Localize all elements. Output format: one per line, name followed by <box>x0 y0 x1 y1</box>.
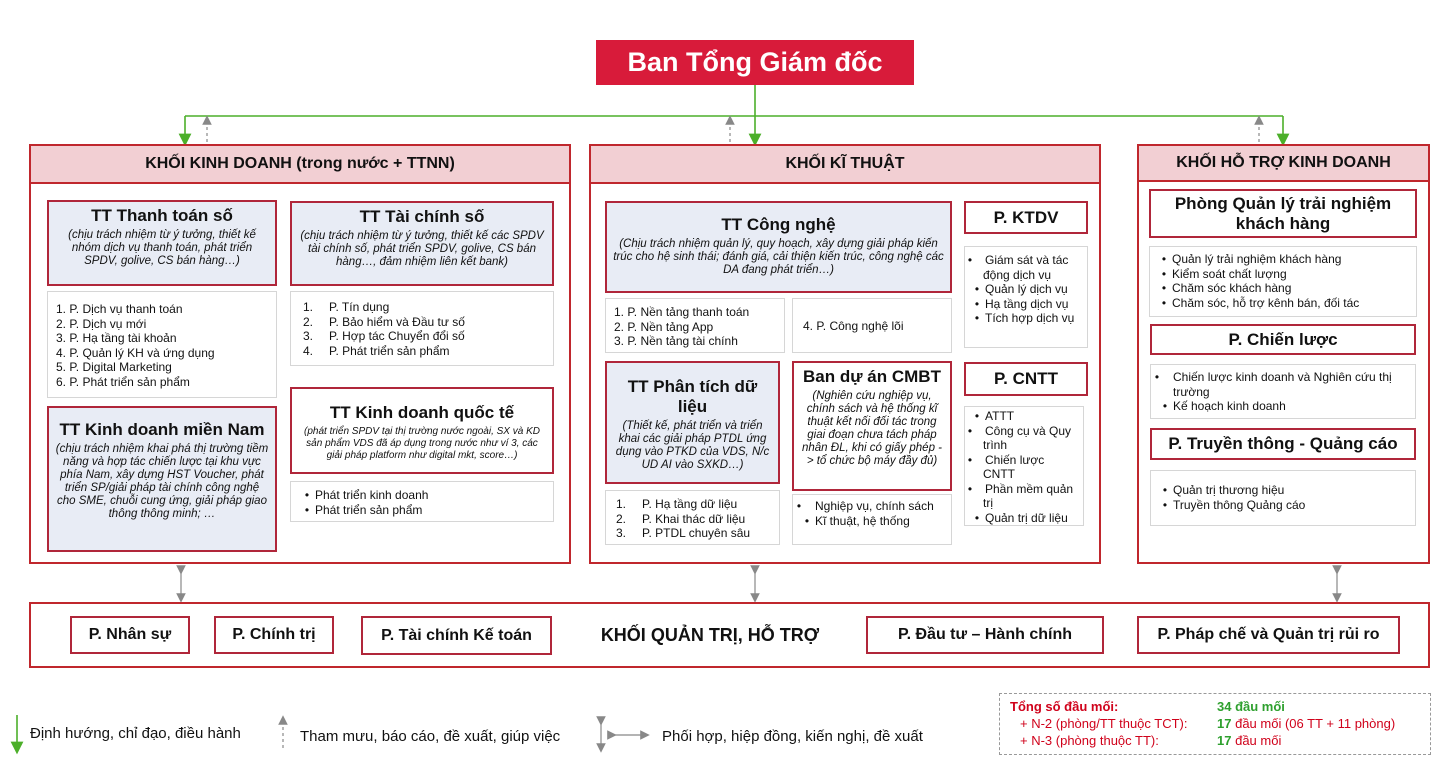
list-item: 2. P. Bảo hiểm và Đầu tư số <box>303 314 465 329</box>
comm-list <box>1150 470 1416 526</box>
summary-n2-label: + N-2 (phòng/TT thuộc TCT): <box>1020 716 1188 731</box>
admin-unit-legal: P. Pháp chế và Quản trị rủi ro <box>1137 616 1400 654</box>
admin-unit-finance: P. Tài chính Kế toán <box>361 616 552 655</box>
list-item: 1. P. Hạ tầng dữ liệu <box>616 497 738 511</box>
comm-title: P. Truyền thông - Quảng cáo <box>1150 428 1416 460</box>
tt-payment-unit <box>47 200 277 286</box>
tt-tech-desc: (Chịu trách nhiệm quản lý, quy hoạch, xây dựng giải pháp kiến trúc cho hệ sinh thái; đánh giá, cải thiện kiến trúc, công nghệ các DA đang phát triển…) <box>613 238 944 276</box>
tt-south-desc: (chịu trách nhiệm khai phá thị trường tiềm năng và hợp tác chiến lược tại khu vực phía Nam, xây dựng HST Voucher, phát triển SP/giải pháp tài chính công nghệ cho SME, chuỗi cung ứng, giải pháp giao thông thông minh; … <box>55 443 269 520</box>
legend-advise: Tham mưu, báo cáo, đề xuất, giúp việc <box>300 728 561 745</box>
tt-intl-unit <box>290 387 554 474</box>
list-item: 4. P. Quản lý KH và ứng dụng <box>56 345 215 360</box>
list-item: • Giám sát và tác động dịch vụ <box>969 253 1083 282</box>
summary-n2-value: 17 đầu mối (06 TT + 11 phòng) <box>1217 716 1396 731</box>
list-item: • Nghiệp vụ, chính sách <box>799 499 945 514</box>
list-item: • Chiến lược kinh doanh và Nghiên cứu thị trường <box>1157 370 1409 399</box>
tt-tech-title: TT Công nghệ <box>721 215 836 234</box>
tt-data-title: TT Phân tích dữ liệu <box>627 377 758 416</box>
list-item: 1. P. Dịch vụ thanh toán <box>56 302 183 316</box>
tt-south-title: TT Kinh doanh miền Nam <box>59 420 265 439</box>
list-item: • Truyền thông Quảng cáo <box>1157 498 1409 513</box>
list-item: • Quản lý dịch vụ <box>969 282 1083 297</box>
list-item: • Kĩ thuật, hệ thống <box>799 514 945 529</box>
list-item: 3. P. Nền tảng tài chính <box>614 334 738 348</box>
tt-payment-title: TT Thanh toán số <box>91 206 233 225</box>
list-item: 2. P. Dịch vụ mới <box>56 316 147 331</box>
list-item: • Kiểm soát chất lượng <box>1156 267 1410 282</box>
list-item: • Phần mềm quản trị <box>969 482 1079 511</box>
cmbt-unit <box>792 361 952 491</box>
tt-finance-title: TT Tài chính số <box>359 207 485 226</box>
list-item: • Hạ tầng dịch vụ <box>969 297 1083 312</box>
cntt-title: P. CNTT <box>964 362 1088 396</box>
legend-direct: Định hướng, chỉ đạo, điều hành <box>30 725 241 742</box>
list-item: • Tích hợp dịch vụ <box>969 311 1083 326</box>
summary-n3-label: + N-3 (phòng thuộc TT): <box>1020 733 1159 748</box>
list-item: 3. P. PTDL chuyên sâu <box>616 526 751 540</box>
tt-payment-list <box>47 291 277 398</box>
tt-finance-list <box>290 291 554 366</box>
tt-finance-desc: (chịu trách nhiệm từ ý tưởng, thiết kế các SPDV tài chính số, phát triển SPDV, golive, CS bán hàng…, đảm nhiệm liên kết bank) <box>300 230 544 268</box>
list-item: • Chiến lược CNTT <box>969 453 1079 482</box>
list-item: 1. P. Nền tảng thanh toán <box>614 305 750 319</box>
list-item: 3. P. Hạ tầng tài khoản <box>56 331 177 345</box>
direction-lines <box>185 85 1283 140</box>
list-item: 2. P. Nền tảng App <box>614 319 714 334</box>
tt-finance-unit <box>290 201 554 286</box>
admin-unit-politics: P. Chính trị <box>214 616 334 654</box>
summary-box <box>999 693 1431 755</box>
list-item: • Chăm sóc khách hàng <box>1156 281 1410 296</box>
support-block-title: KHỐI HỖ TRỢ KINH DOANH <box>1137 144 1430 182</box>
list-item: 5. P. Digital Marketing <box>56 360 172 374</box>
cmbt-title: Ban dự án CMBT <box>803 367 941 386</box>
tt-payment-desc: (chịu trách nhiệm từ ý tưởng, thiết kế nhóm dịch vụ thanh toán, phát triển SPDV, golive, CS bán hàng…) <box>68 229 256 267</box>
summary-total-label: Tổng số đầu mối: <box>1010 699 1119 714</box>
cmbt-desc: (Nghiên cứu nghiệp vụ, chính sách và hệ thống kĩ thuật kết nối đối tác trong giai đoạn chưa tách pháp nhân ĐL, khi có giấy phép -> tổ chức bộ máy đầy đủ) <box>801 390 942 467</box>
tt-intl-title: TT Kinh doanh quốc tế <box>329 403 515 422</box>
tt-tech-list <box>605 298 785 353</box>
list-item: • Phát triển sản phẩm <box>299 503 545 518</box>
list-item: • Quản lý trải nghiệm khách hàng <box>1156 252 1410 267</box>
list-item: 2. P. Khai thác dữ liệu <box>616 511 746 526</box>
cntt-list <box>964 406 1084 526</box>
tt-data-list <box>605 490 780 545</box>
tt-tech-core: 4. P. Công nghệ lõi <box>792 298 952 353</box>
tt-data-unit <box>605 361 780 484</box>
ktdv-list <box>964 246 1088 348</box>
advise-lines <box>207 120 1259 142</box>
tt-intl-list <box>290 481 554 522</box>
list-item: • Phát triển kinh doanh <box>299 488 545 503</box>
summary-total-value: 34 đầu mối <box>1217 699 1285 714</box>
tt-data-desc: (Thiết kế, phát triển và triển khai các giải pháp PTDL ứng dụng vào PTKD của VDS, N/c UD AI vào SXKD…) <box>615 420 770 471</box>
cmbt-list <box>792 494 952 545</box>
coordinate-lines <box>181 570 1337 598</box>
tt-tech-unit <box>605 201 952 293</box>
tt-south-unit <box>47 406 277 552</box>
strategy-list <box>1150 364 1416 419</box>
list-item: • Công cụ và Quy trình <box>969 424 1079 453</box>
list-item: • Kế hoạch kinh doanh <box>1157 399 1409 414</box>
legend-coordinate: Phối hợp, hiệp đồng, kiến nghị, đề xuất <box>662 728 923 745</box>
cx-title: Phòng Quản lý trải nghiệm khách hàng <box>1149 189 1417 238</box>
tech-block-title: KHỐI KĨ THUẬT <box>589 144 1101 184</box>
list-item: 1. P. Tín dụng <box>303 300 390 314</box>
summary-n3-value: 17 đầu mối <box>1217 733 1282 748</box>
list-item: • Chăm sóc, hỗ trợ kênh bán, đối tác <box>1156 296 1410 311</box>
list-item: 3. P. Hợp tác Chuyển đổi số <box>303 329 465 343</box>
strategy-title: P. Chiến lược <box>1150 324 1416 355</box>
list-item: • Quản trị thương hiệu <box>1157 483 1409 498</box>
list-item: 4. P. Phát triển sản phẩm <box>303 343 450 358</box>
cx-list <box>1149 246 1417 317</box>
admin-block-title: KHỐI QUẢN TRỊ, HỖ TRỢ <box>600 624 820 645</box>
business-block-title: KHỐI KINH DOANH (trong nước + TTNN) <box>29 144 571 184</box>
list-item: • Quản trị dữ liệu <box>969 511 1079 526</box>
list-item: 6. P. Phát triển sản phẩm <box>56 374 190 389</box>
admin-unit-investment: P. Đầu tư – Hành chính <box>866 616 1104 654</box>
ceo-box: Ban Tổng Giám đốc <box>596 40 914 85</box>
tt-intl-desc: (phát triển SPDV tại thị trường nước ngoài, SX và KD sản phẩm VDS đã áp dụng trong nước như ví 3, các giải pháp platform như digital mkt, score…) <box>304 426 540 461</box>
admin-unit-hr: P. Nhân sự <box>70 616 190 654</box>
list-item: • ATTT <box>969 409 1079 424</box>
ktdv-title: P. KTDV <box>964 201 1088 234</box>
